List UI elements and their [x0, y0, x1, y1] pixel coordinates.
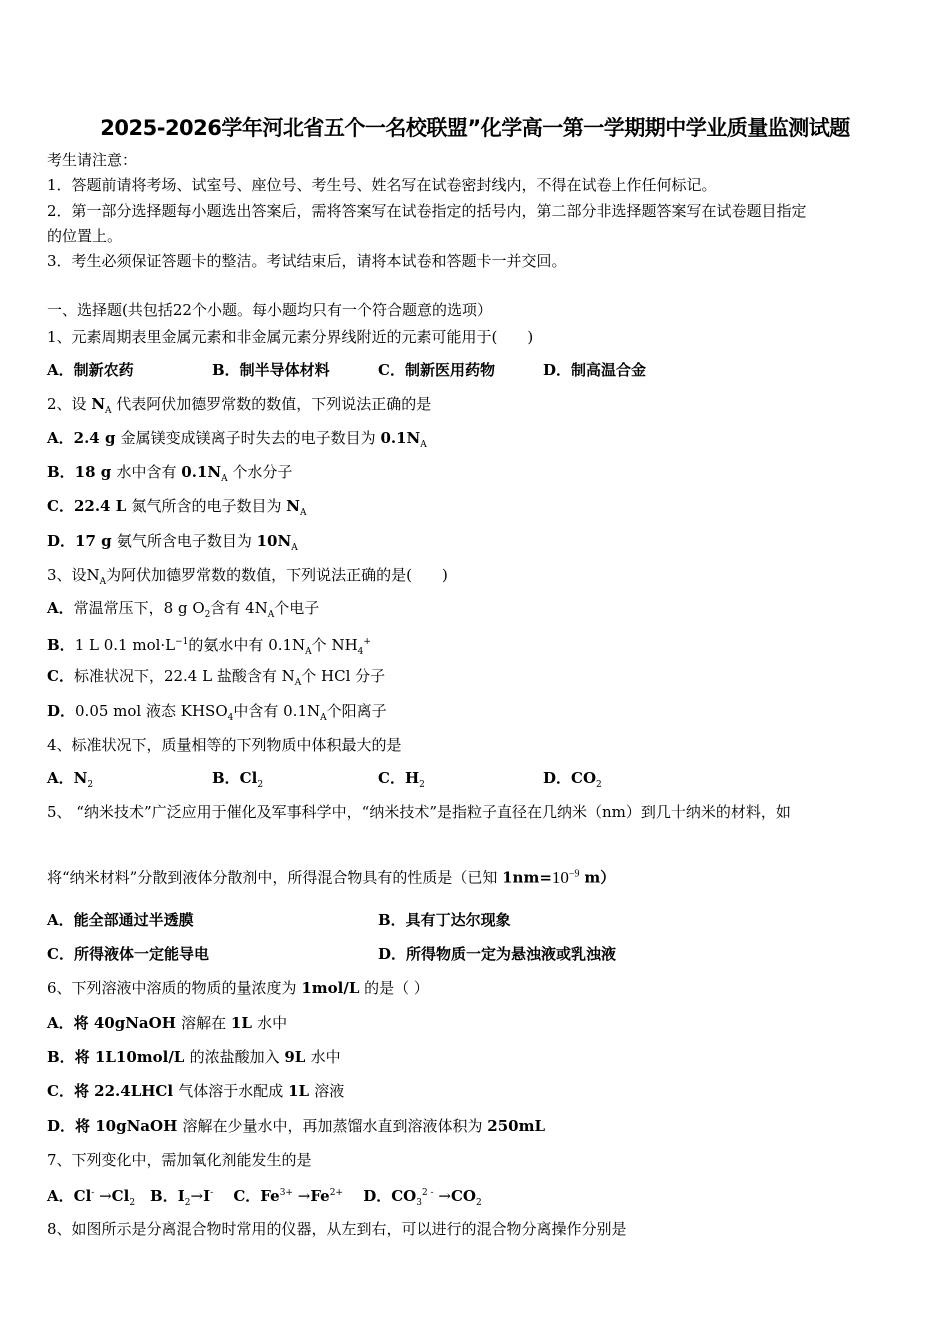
text-segment: → [292, 1187, 311, 1205]
text-segment: 2、设 [47, 395, 92, 413]
text-segment: 溶解在少量水中，再加蒸馏水直到溶液体积为 [182, 1117, 488, 1135]
text-segment: - [210, 1188, 214, 1198]
text-segment: 1nm= [502, 868, 552, 887]
text-segment: 10N [256, 532, 292, 550]
question-4-stem: 4、标准状况下，质量相等的下列物质中体积最大的是 [47, 736, 402, 754]
question-1-stem: 1、元素周期表里金属元素和非金属元素分界线附近的元素可能用于( ) [47, 328, 534, 346]
text-segment: A．2.4 g [47, 429, 121, 447]
text-segment: 为阿伏加德罗常数的数值，下列说法正确的是( ) [106, 566, 448, 584]
text-segment: Cl [111, 1187, 130, 1205]
text-segment: 溶解在 [181, 1014, 231, 1032]
q2-option-c [47, 496, 306, 523]
question-5-stem-cont [47, 864, 615, 888]
text-segment: A． [47, 599, 74, 617]
text-segment: A．将 40gNaOH [47, 1014, 182, 1032]
text-segment: B．将 1L10mol/L [47, 1048, 190, 1066]
text-segment: 的浓盐酸加入 [189, 1048, 285, 1066]
text-segment: 个水分子 [227, 463, 293, 481]
exp-power: −9 [568, 868, 580, 879]
q4-option-d [543, 768, 602, 795]
text-segment: 9L [284, 1048, 311, 1066]
q2-option-a [47, 428, 427, 455]
text-segment: 水中 [257, 1014, 288, 1032]
text-segment: CO [450, 1187, 476, 1205]
exp-base: 10 [551, 867, 569, 887]
q3-option-c [47, 666, 385, 693]
text-segment: 含有 4N [210, 599, 268, 617]
text-segment: Fe [310, 1187, 330, 1205]
text-segment: C．Fe [213, 1187, 280, 1205]
text-segment: A [320, 713, 327, 723]
q3-option-d [47, 701, 387, 728]
text-segment: 1mol/L [301, 979, 360, 997]
question-2-stem [47, 394, 431, 421]
text-segment: - [91, 1188, 95, 1198]
text-segment: 氨气所含电子数目为 [116, 532, 257, 550]
text-segment: 的氨水中有 0.1N [188, 636, 306, 654]
q5-option-d: D．所得物质一定为悬浊液或乳浊液 [378, 945, 617, 963]
text-segment: 2 [184, 1198, 191, 1208]
text-segment: A．Cl [47, 1187, 92, 1205]
text-segment: 1L [230, 1014, 258, 1032]
text-segment: 常温常压下，8 g O [73, 599, 205, 617]
text-segment: 个 HCl 分子 [301, 667, 386, 685]
text-segment: 水中 [310, 1048, 341, 1066]
text-segment: 2 [419, 780, 425, 790]
text-segment: 中含有 0.1N [233, 702, 321, 720]
text-segment: A [105, 406, 112, 416]
section-heading: 一、选择题(共包括22个小题。每小题均只有一个符合题意的选项） [47, 301, 492, 319]
text-segment: C．H [378, 769, 420, 787]
text-segment: 3+ [279, 1188, 293, 1198]
notice-item: 的位置上。 [47, 227, 123, 245]
q4-option-b [212, 768, 263, 795]
text-segment: A [221, 474, 228, 484]
text-segment: 4 [357, 647, 364, 657]
text-segment: → [433, 1187, 451, 1205]
text-segment: D．CO [543, 769, 597, 787]
text-segment: D．将 10gNaOH [47, 1117, 183, 1135]
text-segment: 金属镁变成镁离子时失去的电子数目为 [120, 429, 381, 447]
text-segment: −1 [175, 637, 189, 647]
q6-option-d [47, 1116, 545, 1136]
text-segment: D．17 g [47, 532, 117, 550]
text-segment: 2 [475, 1198, 482, 1208]
q6-option-a [47, 1013, 287, 1033]
text-segment: B．18 g [47, 463, 117, 481]
text-segment: 溶液 [314, 1082, 345, 1100]
q6-option-b [47, 1047, 341, 1067]
text-segment: 个电子 [274, 599, 320, 617]
text-segment: A [99, 577, 107, 587]
text-segment: → [190, 1187, 204, 1205]
notice-item: 1．答题前请将考场、试室号、座位号、考生号、姓名写在试卷密封线内，不得在试卷上作任何标记。 [47, 176, 717, 194]
text-segment: B．Cl [212, 769, 258, 787]
q1-option-c: C．制新医用药物 [378, 361, 495, 379]
page-title: 2025-2026学年河北省五个一名校联盟”化学高一第一学期期中学业质量监测试题 [100, 116, 850, 140]
question-6-stem [47, 978, 429, 998]
text-segment: D．CO [342, 1187, 417, 1205]
q1-option-d: D．制高温合金 [543, 361, 647, 379]
q2-option-b [47, 462, 292, 489]
text-segment: 2 [129, 1198, 136, 1208]
text-segment: C．将 22.4LHCl [47, 1082, 179, 1100]
text-segment: A [305, 647, 312, 657]
text-segment: A [291, 543, 298, 553]
text-segment: 6、下列溶液中溶质的物质的量浓度为 [47, 979, 302, 997]
text-segment: 2 [257, 780, 264, 790]
text-segment: A [420, 440, 427, 450]
exponent-image [552, 868, 580, 887]
text-segment: 将“纳米材料”分散到液体分散剂中，所得混合物具有的性质是（已知 [47, 868, 503, 887]
text-segment: 250mL [487, 1117, 545, 1135]
q4-option-a [47, 768, 93, 795]
text-segment: D． [47, 702, 76, 720]
text-segment: 4 [227, 713, 234, 723]
text-segment: N [91, 395, 106, 413]
text-segment: 0.1N [181, 463, 222, 481]
text-segment: → [94, 1187, 112, 1205]
notice-heading: 考生请注意： [47, 151, 138, 169]
text-segment: A．N [47, 769, 88, 787]
question-5-stem: 5、 “纳米技术”广泛应用于催化及军事科学中，“纳米技术”是指粒子直径在几纳米（nm）到几十纳米的材料，如 [47, 803, 791, 821]
text-segment: 2 - [421, 1188, 434, 1198]
text-segment: 水中含有 [116, 463, 182, 481]
text-segment: C． [47, 667, 74, 685]
q6-option-c [47, 1081, 344, 1101]
q1-option-b: B．制半导体材料 [212, 361, 330, 379]
question-7-stem: 7、下列变化中，需加氧化剂能发生的是 [47, 1151, 312, 1169]
text-segment: 0.1N [380, 429, 421, 447]
text-segment: N [286, 497, 300, 515]
q3-option-a [47, 598, 319, 625]
notice-item: 3．考生必须保证答题卡的整洁。考试结束后，请将本试卷和答题卡一并交回。 [47, 252, 567, 270]
q3-option-b [47, 632, 371, 662]
text-segment: A [294, 678, 302, 688]
question-3-stem [47, 565, 448, 592]
q1-option-a: A．制新农药 [47, 361, 134, 379]
q5-option-c: C．所得液体一定能导电 [47, 945, 209, 963]
question-8-stem: 8、如图所示是分离混合物时常用的仪器，从左到右，可以进行的混合物分离操作分别是 [47, 1220, 627, 1238]
text-segment: 代表阿伏加德罗常数的数值，下列说法正确的是 [111, 395, 432, 413]
text-segment: B．I [135, 1187, 185, 1205]
q4-option-c [378, 768, 425, 795]
q5-stem-text [47, 869, 552, 887]
text-segment: 1 L 0.1 mol·L [74, 636, 176, 654]
text-segment: 氮气所含的电子数目为 [131, 497, 287, 515]
q5-option-a: A．能全部通过半透膜 [47, 911, 194, 929]
text-segment: 1L [288, 1082, 315, 1100]
notice-item: 2．第一部分选择题每小题选出答案后，需将答案写在试卷指定的括号内，第二部分非选择题答案写在试卷题目指定 [47, 202, 807, 220]
text-segment: C．22.4 L [47, 497, 132, 515]
text-segment: 3 [416, 1198, 422, 1208]
text-segment: 2+ [329, 1188, 343, 1198]
q5-stem-end: m） [584, 868, 616, 887]
q7-options [47, 1183, 482, 1213]
q2-option-d [47, 531, 298, 558]
text-segment: A [299, 508, 307, 518]
text-segment: A [267, 610, 275, 620]
text-segment: + [363, 637, 371, 647]
q5-option-b: B．具有丁达尔现象 [378, 911, 511, 929]
text-segment: I [203, 1187, 211, 1205]
text-segment: 的是（ ） [359, 979, 429, 997]
text-segment: 个 NH [311, 636, 358, 654]
text-segment: 2 [204, 610, 211, 620]
text-segment: B． [47, 636, 75, 654]
text-segment: 气体溶于水配成 [178, 1082, 289, 1100]
text-segment: 3、设N [47, 566, 100, 584]
text-segment: 2 [596, 780, 602, 790]
text-segment: 个阳离子 [326, 702, 387, 720]
text-segment: 0.05 mol 液态 KHSO [75, 702, 228, 720]
text-segment: 标准状况下，22.4 L 盐酸含有 N [73, 667, 295, 685]
text-segment: 2 [87, 780, 94, 790]
